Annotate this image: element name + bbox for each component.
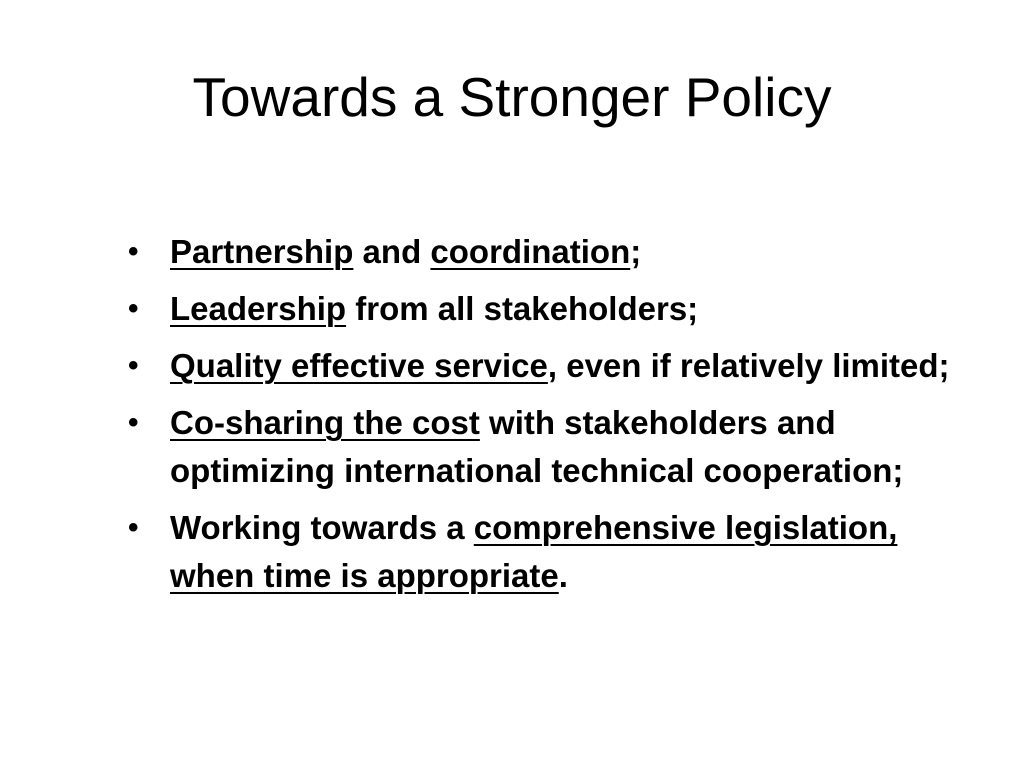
bullet-item — [128, 285, 988, 333]
bullet-dot-icon: • — [128, 235, 139, 268]
bullet-item — [128, 342, 988, 390]
bullet-text: ; — [630, 233, 642, 270]
bullet-text-underlined: Co-sharing the cost — [170, 404, 480, 441]
bullet-text: from all stakeholders; — [346, 290, 699, 327]
bullet-text: and — [353, 233, 431, 270]
slide-title: Towards a Stronger Policy — [192, 66, 832, 128]
bullet-text: Working towards a — [170, 509, 474, 546]
bullet-item — [128, 228, 988, 276]
bullet-dot-icon: • — [128, 349, 139, 382]
bullet-text-underlined: coordination — [430, 233, 631, 270]
bullet-text-underlined: comprehensive legislation, when time is appropriate — [170, 509, 898, 594]
bullet-dot-icon: • — [128, 292, 139, 325]
bullet-list — [128, 228, 988, 609]
bullet-text: . — [558, 557, 568, 594]
bullet-dot-icon: • — [128, 511, 139, 544]
bullet-item — [128, 399, 988, 495]
bullet-text-underlined: Leadership — [170, 290, 347, 327]
bullet-dot-icon: • — [128, 406, 139, 439]
bullet-text: with stakeholders and optimizing international technical cooperation; — [170, 404, 904, 489]
bullet-text-underlined: Partnership — [170, 233, 354, 270]
bullet-item — [128, 504, 988, 600]
bullet-text-underlined: Quality effective service — [170, 347, 548, 384]
bullet-text: , even if relatively limited; — [547, 347, 950, 384]
